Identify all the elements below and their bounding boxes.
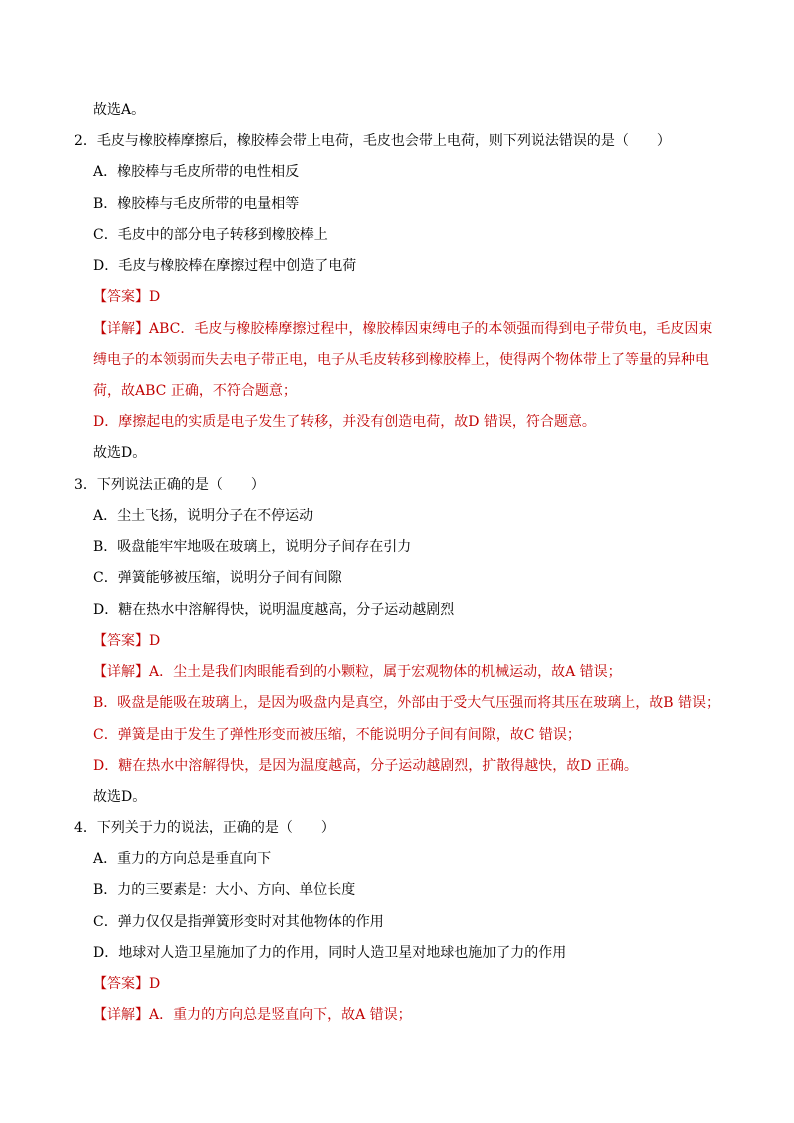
option-a: A．重力的方向总是垂直向下 xyxy=(93,851,272,867)
answer-label: 【答案】D xyxy=(93,976,161,992)
explanation-line: C．弹簧是由于发生了弹性形变而被压缩，不能说明分子间有间隙，故C 错误； xyxy=(93,727,581,743)
option-d: D．毛皮与橡胶棒在摩擦过程中创造了电荷 xyxy=(93,258,357,274)
explanation-line: B．吸盘是能吸在玻璃上，是因为吸盘内是真空，外部由于受大气压强而将其压在玻璃上，故B 错误； xyxy=(93,695,721,711)
explanation-line: 【详解】A．尘土是我们肉眼能看到的小颗粒，属于宏观物体的机械运动，故A 错误； xyxy=(93,664,622,680)
option-c: C．弹力仅仅是指弹簧形变时对其他物体的作用 xyxy=(93,914,384,930)
answer-label: 【答案】D xyxy=(93,633,161,649)
option-a: A．尘土飞扬，说明分子在不停运动 xyxy=(93,508,314,524)
explanation-line: 【详解】ABC．毛皮与橡胶棒摩擦过程中，橡胶棒因束缚电子的本领强而得到电子带负电，毛皮因束 xyxy=(93,321,713,337)
explanation-line: 【详解】A．重力的方向总是竖直向下，故A 错误； xyxy=(93,1007,412,1023)
conclusion-line: 故选A。 xyxy=(93,102,146,118)
explanation-line: 荷，故ABC 正确，不符合题意； xyxy=(93,383,297,399)
conclusion-line: 故选D。 xyxy=(93,445,147,461)
option-c: C．弹簧能够被压缩，说明分子间有间隙 xyxy=(93,570,342,586)
question-3: 3．下列说法正确的是（ ） xyxy=(74,477,265,493)
option-b: B．吸盘能牢牢地吸在玻璃上，说明分子间存在引力 xyxy=(93,539,412,555)
question-4: 4．下列关于力的说法，正确的是（ ） xyxy=(74,820,335,836)
option-b: B．橡胶棒与毛皮所带的电量相等 xyxy=(93,196,300,212)
explanation-line: D．摩擦起电的实质是电子发生了转移，并没有创造电荷，故D 错误，符合题意。 xyxy=(93,414,596,430)
conclusion-line: 故选D。 xyxy=(93,789,147,805)
option-c: C．毛皮中的部分电子转移到橡胶棒上 xyxy=(93,227,328,243)
explanation-line: D．糖在热水中溶解得快，是因为温度越高，分子运动越剧烈，扩散得越快，故D 正确。 xyxy=(93,758,638,774)
explanation-line: 缚电子的本领弱而失去电子带正电，电子从毛皮转移到橡胶棒上，使得两个物体带上了等量的异种电 xyxy=(93,352,709,368)
option-d: D．地球对人造卫星施加了力的作用，同时人造卫星对地球也施加了力的作用 xyxy=(93,945,567,961)
option-d: D．糖在热水中溶解得快，说明温度越高，分子运动越剧烈 xyxy=(93,602,455,618)
answer-label: 【答案】D xyxy=(93,289,161,305)
option-b: B．力的三要素是：大小、方向、单位长度 xyxy=(93,882,356,898)
question-2: 2．毛皮与橡胶棒摩擦后，橡胶棒会带上电荷，毛皮也会带上电荷，则下列说法错误的是（ ） xyxy=(74,133,671,149)
option-a: A．橡胶棒与毛皮所带的电性相反 xyxy=(93,164,300,180)
